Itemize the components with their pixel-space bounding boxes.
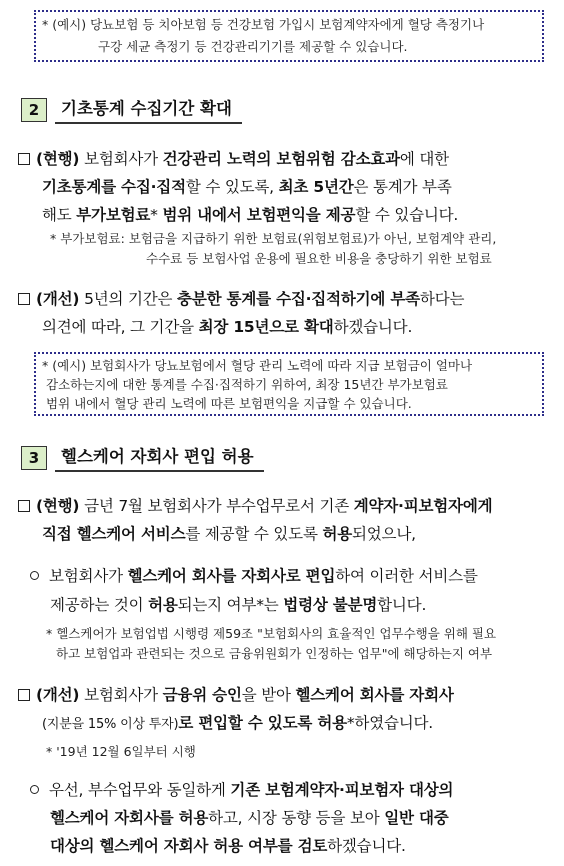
text-run: 부가보험료: [76, 206, 151, 224]
sec2-current-line1: [18, 144, 449, 174]
sec2-improve-line2: [42, 312, 412, 342]
checkbox-square-icon: [18, 293, 30, 305]
checkbox-square-icon: [18, 500, 30, 512]
text-run: 대상의 헬스케어 자회사 허용 여부를 검토: [50, 837, 328, 855]
sec3-improve-line1: [18, 680, 454, 710]
sec2-current-label: (현행): [36, 150, 80, 168]
text-run: 헬스케어 회사를 자회사: [295, 686, 454, 704]
text-run: 금융위 승인: [162, 686, 242, 704]
text-run: 을 받아: [241, 686, 296, 704]
text-run: 5년의 기간은: [84, 290, 178, 308]
sec3-footnote-line2: 하고 보험업과 관련되는 것으로 금융위원회가 인정하는 업무"에 해당하는지 여부: [56, 646, 493, 661]
text-run: 기초통계를 수집·집적: [42, 178, 186, 196]
sec2-improve-label: (개선): [36, 290, 80, 308]
sec3-improve-label: (개선): [36, 686, 80, 704]
text-run: 하고, 시장 동향 등을 보아: [208, 809, 385, 827]
text-run: 우선, 부수업무와 동일하게: [49, 781, 231, 799]
sec3-sub2-line2: [50, 803, 449, 833]
sec3-improve-line2: [42, 708, 433, 740]
text-run: 허용: [148, 596, 178, 614]
section-3-title: 헬스케어 자회사 편입 허용: [55, 443, 264, 472]
text-run: 기존 보험계약자·피보험자 대상의: [230, 781, 454, 799]
sec3-current-label: (현행): [36, 497, 80, 515]
text-run: 로 편입할 수 있도록 허용: [178, 714, 347, 732]
checkbox-square-icon: [18, 689, 30, 701]
section-3-number: 3: [21, 446, 47, 470]
sec3-footnote-3: * '19년 12월 6일부터 시행: [46, 744, 196, 759]
sec2-current-line3: [42, 200, 458, 230]
sec2-current-line2: [42, 172, 452, 202]
text-run: 할 수 있습니다.: [355, 206, 459, 224]
text-run: 허용: [322, 525, 352, 543]
text-run: 합니다.: [377, 596, 427, 614]
sec2-improve-line1: [18, 284, 464, 314]
text-run: 의견에 따라, 그 기간을: [42, 318, 199, 336]
text-run: 하겠습니다.: [333, 318, 413, 336]
example-sec2-line3: 범위 내에서 혈당 관리 노력에 따른 보험편익을 지급할 수 있습니다.: [46, 396, 412, 411]
example-top-line1: * (예시) 당뇨보험 등 치아보험 등 건강보험 가입시 보험계약자에게 혈당 측정기나: [42, 17, 485, 32]
circle-bullet-icon: [30, 785, 39, 794]
text-run: 은 통계가 부족: [353, 178, 452, 196]
sec2-footnote-line2: 수수료 등 보험사업 운용에 필요한 비용을 충당하기 위한 보험료: [146, 251, 492, 266]
text-run: 법령상 불분명: [283, 596, 378, 614]
text-run: *하였습니다.: [346, 714, 434, 732]
text-run: 최초 5년간: [278, 178, 354, 196]
text-run: 금년 7월 보험회사가 부수업무로서 기존: [84, 497, 354, 515]
text-run: 제공하는 것이: [50, 596, 149, 614]
sec3-sub1-line1: [30, 561, 478, 591]
text-run: *: [150, 206, 163, 224]
sec3-footnote-line1: * 헬스케어가 보험업법 시행령 제59조 "보험회사의 효율적인 업무수행을 위해 필요: [46, 626, 497, 641]
text-run: 되는지 여부*는: [177, 596, 284, 614]
example-sec2-line1: * (예시) 보험회사가 당뇨보험에서 혈당 관리 노력에 따라 지급 보험금이 얼마나: [42, 358, 473, 373]
text-run: 헬스케어 회사를 자회사로 편입: [127, 567, 336, 585]
text-run: 보험회사가: [84, 150, 163, 168]
text-run: 건강관리 노력의 보험위험 감소효과: [162, 150, 400, 168]
text-run: 하겠습니다.: [327, 837, 406, 855]
text-run: 를 제공할 수 있도록: [185, 525, 323, 543]
circle-bullet-icon: [30, 571, 39, 580]
sec3-current-line2: [42, 519, 416, 549]
sec3-improve-paren: (지분을 15% 이상 투자): [42, 717, 179, 732]
text-run: 할 수 있도록,: [185, 178, 279, 196]
sec3-current-line1: [18, 491, 492, 521]
example-box-sec2: [34, 352, 544, 416]
text-run: 헬스케어 자회사를 허용: [50, 809, 209, 827]
sec3-sub2-line1: [30, 775, 453, 805]
section-3-heading: [21, 443, 264, 472]
section-2-heading: [21, 95, 242, 124]
text-run: 직접 헬스케어 서비스: [42, 525, 186, 543]
section-2-title: 기초통계 수집기간 확대: [55, 95, 242, 124]
checkbox-square-icon: [18, 153, 30, 165]
example-box-top: [34, 10, 544, 62]
text-run: 계약자·피보험자에게: [353, 497, 493, 515]
example-top-line2: 구강 세균 측정기 등 건강관리기기를 제공할 수 있습니다.: [98, 39, 408, 54]
text-run: 에 대한: [399, 150, 449, 168]
text-run: 보험회사가: [84, 686, 163, 704]
text-run: 하다는: [419, 290, 465, 308]
text-run: 해도: [42, 206, 77, 224]
sec2-footnote-line1: * 부가보험료: 보험금을 지급하기 위한 보험료(위험보험료)가 아닌, 보험계약 관리,: [50, 231, 497, 246]
text-run: 하여 이러한 서비스를: [335, 567, 478, 585]
sec3-sub2-line3: [50, 831, 406, 861]
text-run: 보험회사가: [49, 567, 128, 585]
sec3-sub1-line2: [50, 590, 426, 620]
text-run: 되었으나,: [352, 525, 416, 543]
example-sec2-line2: 감소하는지에 대한 통계를 수집·집적하기 위하여, 최장 15년간 부가보험료: [46, 377, 448, 392]
text-run: 일반 대중: [384, 809, 449, 827]
text-run: 범위 내에서 보험편익을 제공: [162, 206, 356, 224]
section-2-number: 2: [21, 98, 47, 122]
text-run: 최장 15년으로 확대: [198, 318, 334, 336]
text-run: 충분한 통계를 수집·집적하기에 부족: [177, 290, 420, 308]
